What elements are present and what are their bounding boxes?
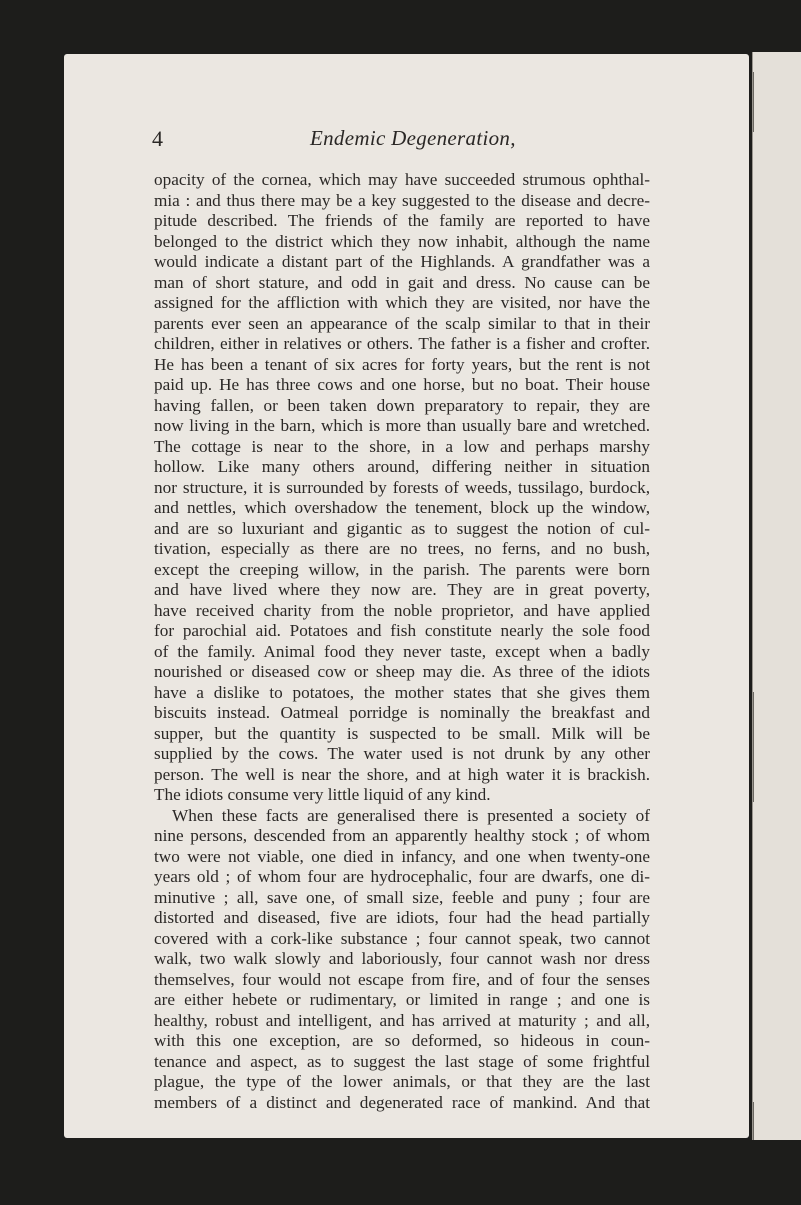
text-line: The cottage is near to the shore, in a low and perhaps marshy xyxy=(154,436,650,456)
text-line: hollow. Like many others around, differing neither in situation xyxy=(154,457,650,476)
text-line: tivation, especially as there are no trees, no ferns, and no bush, xyxy=(154,539,650,558)
page-edge-shadow xyxy=(753,72,754,132)
text-line: man of short stature, and odd in gait and dress. No cause can be xyxy=(154,272,650,292)
text-line: opacity of the cornea, which may have succeeded strumous ophthal- xyxy=(154,170,650,189)
text-line: except the creeping willow, in the parish. The parents were born xyxy=(154,559,650,579)
text-line: covered with a cork-like substance ; four cannot speak, two cannot xyxy=(154,928,650,948)
text-line: paid up. He has three cows and one horse, but no boat. Their house xyxy=(154,375,650,394)
text-line: parents ever seen an appearance of the scalp similar to that in their xyxy=(154,313,650,333)
text-line: When these facts are generalised there is presented a society of xyxy=(172,805,650,825)
text-line: biscuits instead. Oatmeal porridge is nominally the breakfast and xyxy=(154,703,650,722)
text-line: nine persons, descended from an apparently healthy stock ; of whom xyxy=(154,826,650,845)
body-text xyxy=(154,170,650,1113)
text-line: belonged to the district which they now inhabit, although the name xyxy=(154,231,650,251)
text-line: years old ; of whom four are hydrocephalic, four are dwarfs, one di- xyxy=(154,867,650,886)
page-edge-shadow xyxy=(753,1102,754,1140)
text-line: are either hebete or rudimentary, or limited in range ; and one is xyxy=(154,990,650,1009)
text-line: with this one exception, are so deformed, so hideous in coun- xyxy=(154,1031,650,1050)
text-line: mia : and thus there may be a key suggested to the disease and decre- xyxy=(154,190,650,210)
text-line: have a dislike to potatoes, the mother states that she gives them xyxy=(154,682,650,702)
text-line: walk, two walk slowly and laboriously, four cannot wash nor dress xyxy=(154,949,650,968)
text-line: two were not viable, one died in infancy, and one when twenty-one xyxy=(154,846,650,866)
text-line: and nettles, which overshadow the tenement, block up the window, xyxy=(154,498,650,517)
text-line: would indicate a distant part of the Highlands. A grandfather was a xyxy=(154,252,650,271)
text-line: themselves, four would not escape from fire, and of four the senses xyxy=(154,969,650,989)
page-edge-shadow xyxy=(753,692,754,802)
text-line: supplied by the cows. The water used is not drunk by any other xyxy=(154,744,650,763)
text-line: supper, but the quantity is suspected to be small. Milk will be xyxy=(154,723,650,743)
text-line: nourished or diseased cow or sheep may die. As three of the idiots xyxy=(154,662,650,681)
text-line: pitude described. The friends of the family are reported to have xyxy=(154,211,650,230)
text-line: minutive ; all, save one, of small size, feeble and puny ; four are xyxy=(154,887,650,907)
adjacent-page-edge xyxy=(752,52,801,1140)
text-line: He has been a tenant of six acres for forty years, but the rent is not xyxy=(154,354,650,374)
text-line: distorted and diseased, five are idiots, four had the head partially xyxy=(154,908,650,927)
text-line: tenance and aspect, as to suggest the last stage of some frightful xyxy=(154,1051,650,1071)
text-line: healthy, robust and intelligent, and has arrived at maturity ; and all, xyxy=(154,1010,650,1030)
text-line: and have lived where they now are. They are in great poverty, xyxy=(154,580,650,599)
page-header xyxy=(0,126,801,156)
text-line: of the family. Animal food they never taste, except when a badly xyxy=(154,641,650,661)
text-line: members of a distinct and degenerated race of mankind. And that xyxy=(154,1092,650,1112)
text-line: for parochial aid. Potatoes and fish constitute nearly the sole food xyxy=(154,621,650,640)
text-line: and are so luxuriant and gigantic as to suggest the notion of cul- xyxy=(154,518,650,538)
text-line: plague, the type of the lower animals, or that they are the last xyxy=(154,1072,650,1091)
page-number: 4 xyxy=(152,126,163,151)
text-line: having fallen, or been taken down preparatory to repair, they are xyxy=(154,395,650,415)
text-line: children, either in relatives or others. The father is a fisher and crofter. xyxy=(154,334,650,353)
running-head: Endemic Degeneration, xyxy=(310,126,516,150)
text-line: now living in the barn, which is more than usually bare and wretched. xyxy=(154,416,650,435)
text-line: have received charity from the noble proprietor, and have applied xyxy=(154,600,650,620)
text-line: assigned for the affliction with which they are visited, nor have the xyxy=(154,293,650,312)
text-line: nor structure, it is surrounded by forests of weeds, tussilago, burdock, xyxy=(154,477,650,497)
text-line: person. The well is near the shore, and at high water it is brackish. xyxy=(154,764,650,784)
text-line: The idiots consume very little liquid of any kind. xyxy=(154,785,491,804)
